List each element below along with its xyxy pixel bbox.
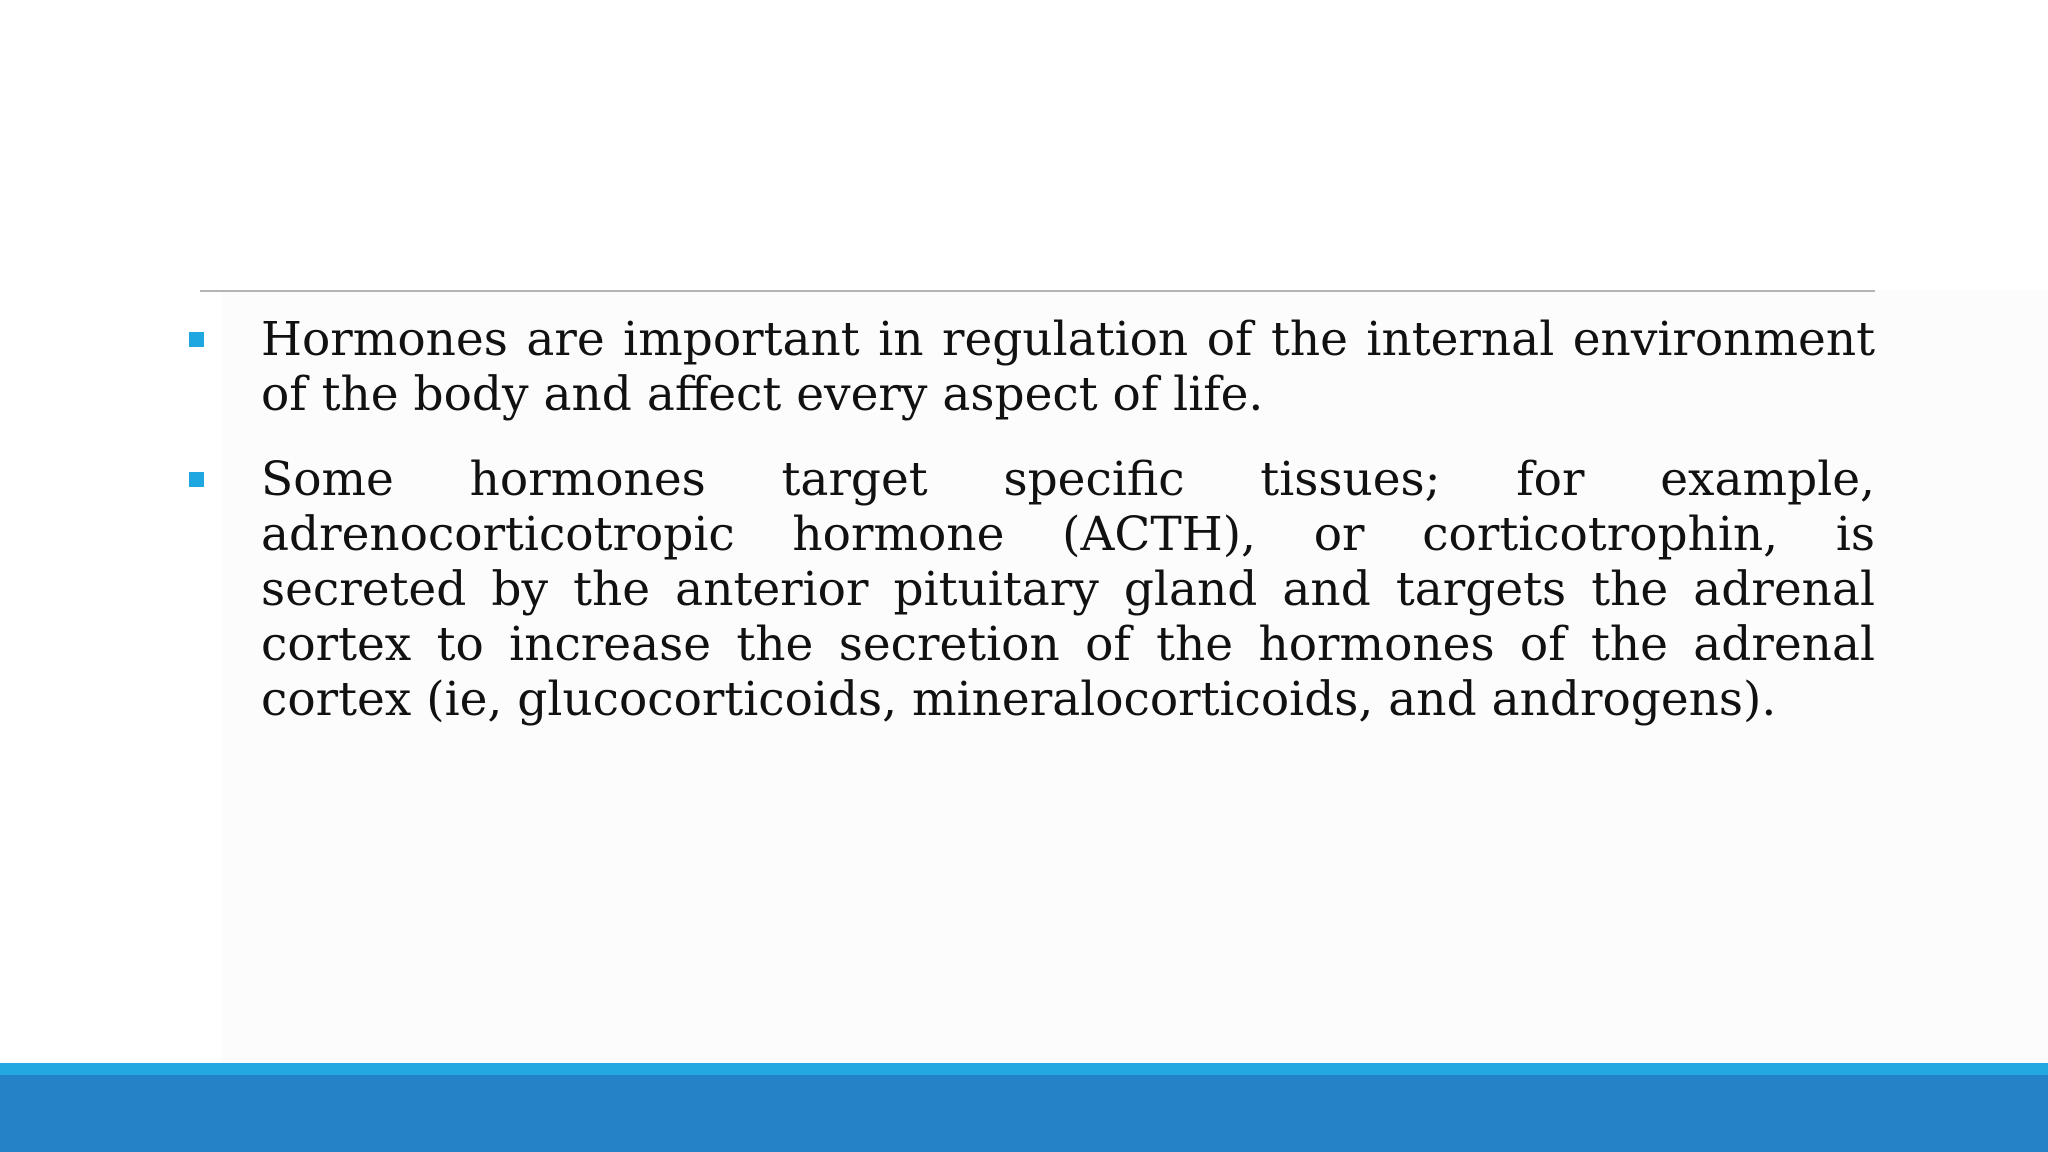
footer-accent-stripe — [0, 1063, 2048, 1075]
square-bullet-icon — [189, 332, 204, 347]
bullet-list — [185, 312, 1875, 757]
title-divider — [200, 290, 1875, 292]
bullet-text: Some hormones target specific tissues; for example, adrenocorticotropic hormone (ACTH), or corticotrophin, is secreted by the anterior pituitary gland and targets the adrenal cortex to increase the secretion of the hormones of the adrenal cortex (ie, glucocorticoids, mineralocorticoids, and androgens). — [261, 452, 1875, 727]
bullet-item-hormone-regulation — [185, 312, 1875, 422]
footer-band — [0, 1063, 2048, 1152]
bullet-item-target-tissues — [185, 452, 1875, 727]
square-bullet-icon — [189, 472, 204, 487]
bullet-text: Hormones are important in regulation of the internal environment of the body and affect every aspect of life. — [261, 312, 1875, 422]
